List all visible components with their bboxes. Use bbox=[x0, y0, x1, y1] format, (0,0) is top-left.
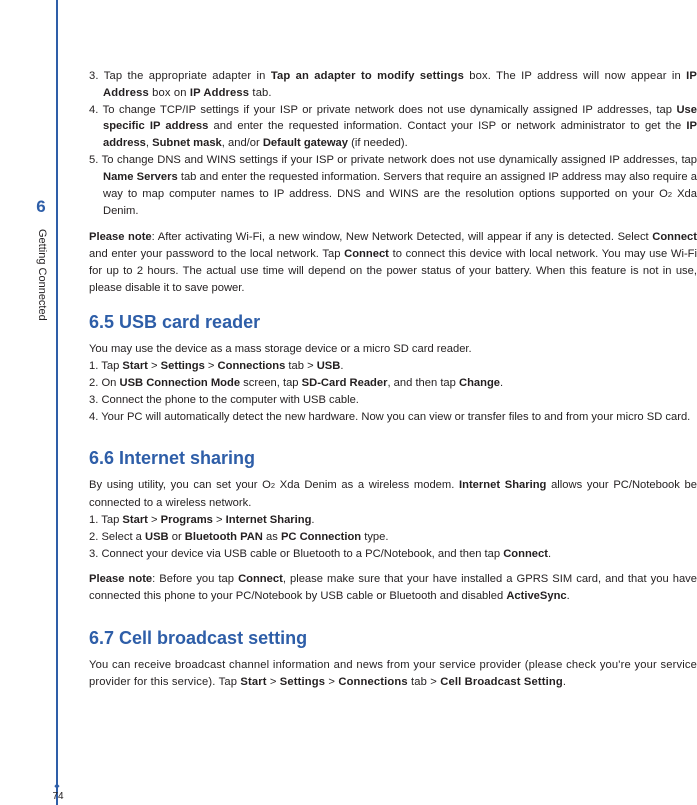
sharing-step-1: 1. Tap Start > Programs > Internet Sharing. bbox=[89, 513, 315, 526]
usb-intro: You may use the device as a mass storage device or a micro SD card reader. bbox=[89, 343, 472, 356]
chapter-title: Getting Connected bbox=[36, 229, 48, 321]
usb-step-3: 3. Connect the phone to the computer with USB cable. bbox=[89, 393, 359, 406]
usb-step-4: 4. Your PC will automatically detect the new hardware. Now you can view or transfer files to and from your micro SD card. bbox=[89, 410, 691, 423]
sharing-step-2: 2. Select a USB or Bluetooth PAN as PC Connection type. bbox=[89, 530, 389, 543]
usb-step-1: 1. Tap Start > Settings > Connections tab > USB. bbox=[89, 360, 344, 373]
section-heading-sharing: 6.6 Internet sharing bbox=[89, 448, 256, 469]
step-3-adapter: 3. Tap the appropriate adapter in Tap an adapter to modify settings box. The IP address will now appear in IP Address box on IP Address tab. bbox=[89, 70, 697, 99]
broadcast-body: You can receive broadcast channel information and news from your service provider (please check you're your service provider for this service). Tap Start > Settings > Connections tab > Cell Broadcast Setting. bbox=[89, 658, 697, 688]
margin-rule bbox=[56, 0, 58, 805]
sharing-note: Please note: Before you tap Connect, please make sure that your have installed a GPRS SIM card, and that you have connected this phone to your PC/Notebook by USB cable or Bluetooth and disabled ActiveSync. bbox=[89, 573, 697, 603]
page-number: 74 bbox=[52, 791, 64, 802]
section-heading-broadcast: 6.7 Cell broadcast setting bbox=[89, 627, 308, 648]
step-4-tcpip: 4. To change TCP/IP settings if your ISP or private network does not use dynamically assigned IP addresses, tap Use specific IP address and enter the requested information. Contact your ISP or network administrator to get the IP address, Subnet mask, and/or Default gateway (if needed). bbox=[89, 103, 697, 150]
diamond-bullet-icon: ◆ bbox=[54, 783, 60, 790]
chapter-number: 6 bbox=[36, 197, 46, 216]
step-5-dns: 5. To change DNS and WINS settings if your ISP or private network does not use dynamically assigned IP addresses, tap Name Servers tab and enter the requested information. Servers that require an assigned IP address may also require a way to map computer names to IP address. DNS and WINS are the resolution options supported on your O2 Xda Denim. bbox=[89, 153, 697, 218]
page-content bbox=[89, 68, 697, 691]
sharing-intro: By using utility, you can set your O2 Xda Denim as a wireless modem. Internet Sharing allows your PC/Notebook be connected to a wireless network. bbox=[89, 479, 697, 510]
usb-step-2: 2. On USB Connection Mode screen, tap SD-Card Reader, and then tap Change. bbox=[89, 376, 504, 389]
section-heading-usb: 6.5 USB card reader bbox=[89, 312, 261, 333]
sharing-step-3: 3. Connect your device via USB cable or Bluetooth to a PC/Notebook, and then tap Connect. bbox=[89, 547, 552, 560]
wifi-note: Please note: After activating Wi-Fi, a new window, New Network Detected, will appear if any is detected. Select Connect and enter your password to the local network. Tap Connect to connect this device with local network. You may use Wi-Fi for up to 2 hours. The actual use time will depend on the power status of your battery. When this feature is not in use, please disable it to save power. bbox=[89, 231, 697, 294]
